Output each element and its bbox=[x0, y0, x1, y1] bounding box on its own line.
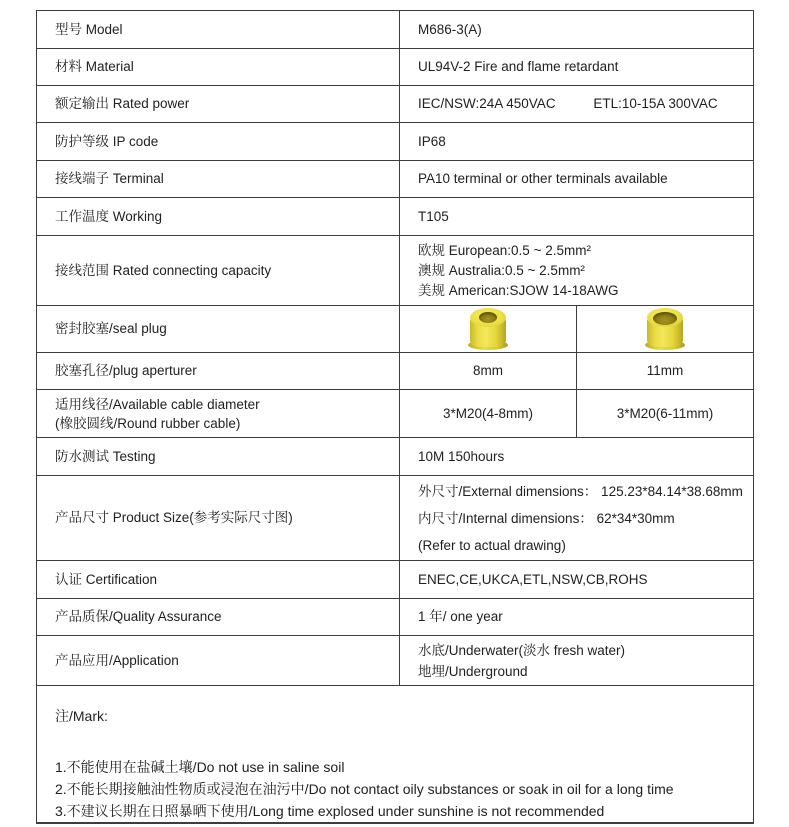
notes-item-2: 2.不能长期接触油性物质或浸泡在油污中/Do not contact oily substances or soak in oil for a long time bbox=[55, 781, 674, 798]
plug-aperture-small: 8mm bbox=[400, 353, 577, 390]
row-ip-code bbox=[37, 123, 754, 161]
cable-diameter-label-line2: (橡胶圆线/Round rubber cable) bbox=[55, 415, 241, 431]
row-model bbox=[37, 11, 754, 49]
rated-power-label: 额定输出 Rated power bbox=[37, 86, 400, 123]
row-quality-assurance bbox=[37, 599, 754, 636]
row-testing bbox=[37, 438, 754, 476]
row-product-size bbox=[37, 476, 754, 561]
notes-section bbox=[37, 686, 754, 824]
plug-hole-shape bbox=[479, 312, 497, 323]
ip-code-value: IP68 bbox=[400, 123, 754, 161]
seal-plug-11mm-image bbox=[644, 308, 686, 350]
model-value: M686-3(A) bbox=[400, 11, 754, 49]
row-connecting-capacity bbox=[37, 236, 754, 306]
row-cable-diameter bbox=[37, 390, 754, 438]
cable-diameter-label-line1: 适用线径/Available cable diameter bbox=[55, 396, 260, 412]
connecting-capacity-american: 美规 American:SJOW 14-18AWG bbox=[418, 282, 619, 298]
product-size-external: 外尺寸/External dimensions： 125.23*84.14*38.68mm bbox=[418, 483, 743, 499]
application-value bbox=[400, 636, 754, 686]
notes-item-1: 1.不能使用在盐碱土壤/Do not use in saline soil bbox=[55, 759, 345, 776]
application-underwater: 水底/Underwater(淡水 fresh water) bbox=[418, 642, 626, 658]
terminal-label: 接线端子 Terminal bbox=[37, 161, 400, 198]
connecting-capacity-label: 接线范围 Rated connecting capacity bbox=[37, 236, 400, 306]
working-temp-value: T105 bbox=[400, 198, 754, 236]
row-plug-aperture bbox=[37, 353, 754, 390]
working-temp-label: 工作温度 Working bbox=[37, 198, 400, 236]
product-spec-sheet bbox=[36, 10, 753, 824]
plug-hole-shape bbox=[653, 312, 677, 325]
material-label: 材料 Material bbox=[37, 49, 400, 86]
material-value: UL94V-2 Fire and flame retardant bbox=[400, 49, 754, 86]
seal-plug-8mm-image bbox=[467, 308, 509, 350]
application-underground: 地埋/Underground bbox=[418, 663, 528, 679]
ip-code-label: 防护等级 IP code bbox=[37, 123, 400, 161]
application-label: 产品应用/Application bbox=[37, 636, 400, 686]
notes-title: 注/Mark: bbox=[55, 708, 108, 724]
certification-label: 认证 Certification bbox=[37, 561, 400, 599]
seal-plug-cell-small bbox=[400, 306, 577, 353]
row-application bbox=[37, 636, 754, 686]
testing-label: 防水测试 Testing bbox=[37, 438, 400, 476]
row-working-temp bbox=[37, 198, 754, 236]
row-rated-power bbox=[37, 86, 754, 123]
model-label: 型号 Model bbox=[37, 11, 400, 49]
cable-diameter-large: 3*M20(6-11mm) bbox=[577, 390, 754, 438]
product-size-note: (Refer to actual drawing) bbox=[418, 537, 566, 553]
quality-assurance-label: 产品质保/Quality Assurance bbox=[37, 599, 400, 636]
rated-power-iec: IEC/NSW:24A 450VAC bbox=[418, 96, 556, 112]
certification-value: ENEC,CE,UKCA,ETL,NSW,CB,ROHS bbox=[400, 561, 754, 599]
plug-aperture-label: 胶塞孔径/plug aperturer bbox=[37, 353, 400, 390]
terminal-value: PA10 terminal or other terminals available bbox=[400, 161, 754, 198]
row-certification bbox=[37, 561, 754, 599]
product-size-internal: 内尺寸/Internal dimensions： 62*34*30mm bbox=[418, 510, 675, 526]
cable-diameter-label bbox=[37, 390, 400, 438]
connecting-capacity-european: 欧规 European:0.5 ~ 2.5mm² bbox=[418, 242, 591, 258]
rated-power-value bbox=[400, 86, 754, 123]
row-notes bbox=[37, 686, 754, 824]
product-size-value bbox=[400, 476, 754, 561]
seal-plug-cell-large bbox=[577, 306, 754, 353]
connecting-capacity-australia: 澳规 Australia:0.5 ~ 2.5mm² bbox=[418, 262, 585, 278]
notes-item-3: 3.不建议长期在日照暴晒下使用/Long time explosed under sunshine is not recommended bbox=[55, 803, 605, 820]
connecting-capacity-value bbox=[400, 236, 754, 306]
row-material bbox=[37, 49, 754, 86]
product-spec-table bbox=[36, 10, 754, 824]
row-seal-plug bbox=[37, 306, 754, 353]
row-terminal bbox=[37, 161, 754, 198]
quality-assurance-value: 1 年/ one year bbox=[400, 599, 754, 636]
rated-power-etl: ETL:10-15A 300VAC bbox=[593, 96, 718, 112]
seal-plug-label: 密封胶塞/seal plug bbox=[37, 306, 400, 353]
testing-value: 10M 150hours bbox=[400, 438, 754, 476]
product-size-label: 产品尺寸 Product Size(参考实际尺寸图) bbox=[37, 476, 400, 561]
cable-diameter-small: 3*M20(4-8mm) bbox=[400, 390, 577, 438]
plug-aperture-large: 11mm bbox=[577, 353, 754, 390]
